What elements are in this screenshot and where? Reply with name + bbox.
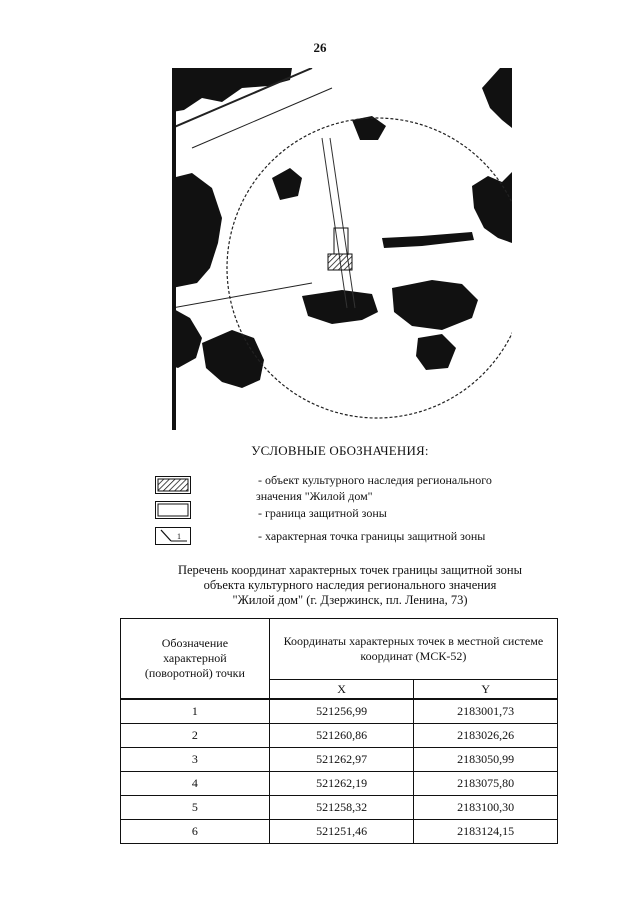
y-cell: 2183100,30	[414, 796, 558, 820]
x-cell: 521262,19	[269, 772, 414, 796]
hatched-rectangle-icon	[155, 476, 191, 494]
x-cell: 521251,46	[269, 820, 414, 844]
col-y-header: Y	[414, 680, 558, 700]
point-cell: 1	[121, 699, 270, 724]
x-cell: 521262,97	[269, 748, 414, 772]
heritage-object	[328, 254, 352, 270]
list-title-line1: Перечень координат характерных точек границы защитной зоны	[177, 563, 523, 577]
x-cell: 521256,99	[269, 699, 414, 724]
table-row	[121, 724, 558, 748]
y-cell: 2183075,80	[414, 772, 558, 796]
point-cell: 3	[121, 748, 270, 772]
table-row	[121, 796, 558, 820]
col-point-header: Обозначение характерной (поворотной) точки	[121, 619, 270, 700]
point-cell: 4	[121, 772, 270, 796]
page-number: 26	[313, 40, 327, 55]
empty-rectangle-icon	[155, 501, 191, 519]
col-coordinates-header: Координаты характерных точек в местной системе координат (МСК-52)	[269, 619, 557, 680]
boundary-point-icon	[155, 527, 191, 545]
list-title-line2: объекта культурного наследия регионального значения	[203, 578, 497, 592]
table-row	[121, 772, 558, 796]
point-cell: 2	[121, 724, 270, 748]
boundary-point-icon-label: 1	[177, 532, 181, 541]
legend-item-3-text: - характерная точка границы защитной зоны	[258, 529, 486, 543]
table-row	[121, 699, 558, 724]
point-cell: 6	[121, 820, 270, 844]
y-cell: 2183124,15	[414, 820, 558, 844]
y-cell: 2183050,99	[414, 748, 558, 772]
x-cell: 521258,32	[269, 796, 414, 820]
legend-item-1-line2: значения "Жилой дом"	[256, 489, 373, 503]
col-x-header: X	[269, 680, 414, 700]
legend-item-2-text: - граница защитной зоны	[258, 506, 387, 520]
protection-zone-map	[172, 68, 512, 430]
y-cell: 2183026,26	[414, 724, 558, 748]
list-title-line3: "Жилой дом" (г. Дзержинск, пл. Ленина, 73)	[232, 593, 468, 607]
table-row	[121, 820, 558, 844]
coordinates-list-title	[130, 563, 570, 608]
legend-title: УСЛОВНЫЕ ОБОЗНАЧЕНИЯ:	[251, 443, 429, 458]
table-row	[121, 748, 558, 772]
point-cell: 5	[121, 796, 270, 820]
y-cell: 2183001,73	[414, 699, 558, 724]
legend-item-1-line1: - объект культурного наследия регионального	[258, 473, 492, 487]
coordinates-table	[120, 618, 558, 844]
x-cell: 521260,86	[269, 724, 414, 748]
